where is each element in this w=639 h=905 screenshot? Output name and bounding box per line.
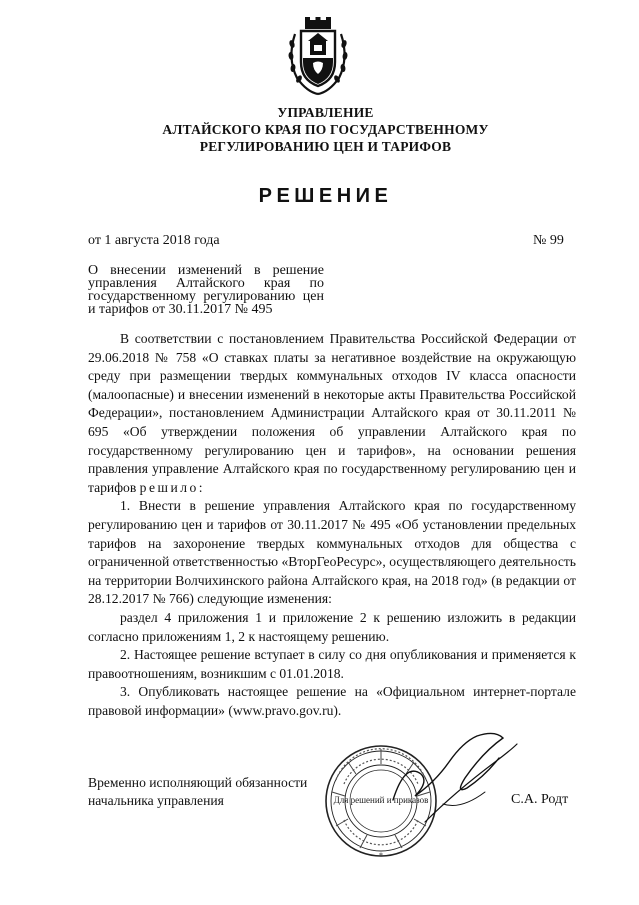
signer-position-line: начальника управления — [88, 793, 224, 808]
agency-line: АЛТАЙСКОГО КРАЯ ПО ГОСУДАРСТВЕННОМУ — [162, 122, 489, 137]
item-1-sub-paragraph: раздел 4 приложения 1 и приложение 2 к решению изложить в редакции согласно приложениям 1, 2 к настоящему решению. — [88, 609, 576, 644]
signer-name: С.А. Родт — [511, 792, 569, 807]
preamble-paragraph — [88, 330, 576, 497]
document-number: № 99 — [533, 233, 564, 248]
document-date: от 1 августа 2018 года — [88, 233, 220, 248]
agency-name — [0, 104, 639, 155]
signer-position-line: Временно исполняющий обязанности — [88, 775, 308, 790]
document-type-title: РЕШЕНИЕ — [258, 185, 393, 207]
agency-line: РЕГУЛИРОВАНИЮ ЦЕН И ТАРИФОВ — [199, 139, 452, 154]
handwritten-signature-icon — [385, 722, 535, 842]
item-3-paragraph: 3. Опубликовать настоящее решение на «Официальном интернет-портале правовой информации» (www.pravo.gov.ru). — [88, 684, 576, 718]
agency-line: УПРАВЛЕНИЕ — [277, 105, 374, 120]
decided-word: решило: — [139, 479, 206, 495]
document-body — [88, 330, 576, 720]
item-2-paragraph: 2. Настоящее решение вступает в силу со дня опубликования и применяется к правоотношениям, возникшим с 01.01.2018. — [88, 647, 576, 681]
preamble-text: В соответствии с постановлением Правительства Российской Федерации от 29.06.2018 № 758 «О ставках платы за негативное воздействие на окружающую среду при размещении твердых коммунальных отходов IV класса опасности (малоопасные) и внесении изменений в некоторые акты Правительства Российской Федерации», постановлением Администрации Алтайского края от 30.11.2011 № 695 «Об утверждении положения об управлении Алтайского края по государственному регулированию цен и тарифов», на основании решения правления управление Алтайского края по государственному регулированию цен и тарифов — [88, 331, 576, 495]
signer-position — [88, 774, 307, 810]
document-subject: О внесении изменений в решение управления Алтайского края по государственному регулированию цен и тарифов от 30.11.2017 № 495 — [88, 263, 324, 317]
item-1-paragraph: 1. Внести в решение управления Алтайского края по государственному регулированию цен и тарифов от 30.11.2017 № 495 «Об установлении предельных тарифов на захоронение твердых коммунальных отходов для общества с ограниченной ответственностью «ВторГеоРесурс», осуществляющего деятельность на территории Волчихинского района Алтайского края, на 2018 год» (в редакции от 28.12.2017 № 766) следующие изменения: — [88, 498, 576, 607]
coat-of-arms-icon — [283, 14, 353, 98]
svg-text:*: * — [379, 851, 383, 860]
seal-text: Для решений и приказов — [333, 795, 429, 805]
